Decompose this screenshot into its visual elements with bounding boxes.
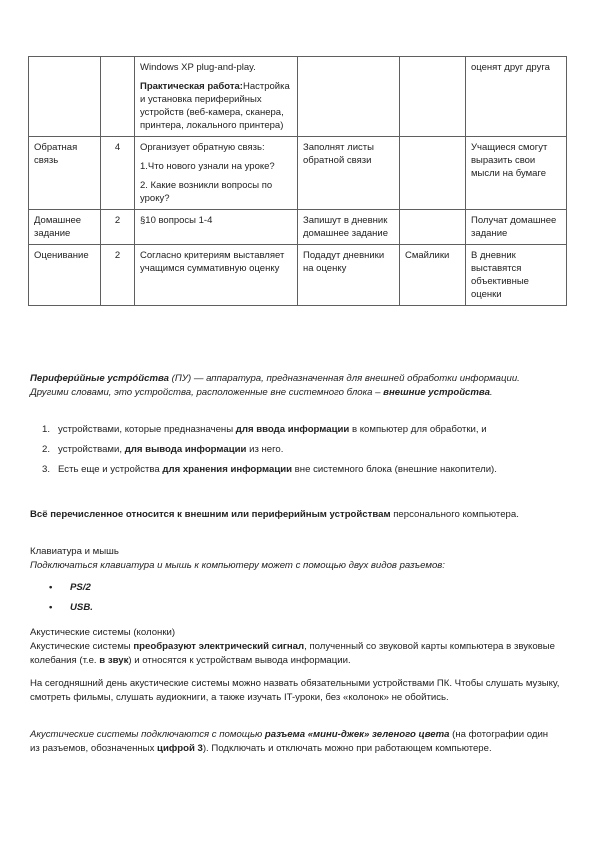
device-types-list	[30, 423, 560, 477]
intro-bold-end: внешние устройства	[383, 387, 490, 398]
audio-paragraph-2: На сегодняшний день акустические системы можно назвать обязательными устройствами ПК. Чтобы слушать музыку, смотреть фильмы, слушать аудиокниги, а также изучать IT-уроки, без «колонок» не обойтись.	[30, 678, 560, 703]
resources-cell: Смайлики	[400, 245, 466, 306]
minutes-cell: 4	[101, 137, 135, 210]
lesson-plan-table	[28, 56, 567, 306]
stage-cell	[29, 57, 101, 137]
audio-paragraph-3: Акустические системы подключаются с помощью разъема «мини-джек» зеленого цвета (на фотографии один из разъемов, обозначенных цифрой 3). Подключать и отключать можно при работающем компьютере.	[30, 729, 549, 754]
keyboard-text: Подключаться клавиатура и мышь к компьютеру может с помощью двух видов разъемов:	[30, 560, 445, 571]
resources-cell	[400, 210, 466, 245]
teacher-activity-text: §10 вопросы 1-4	[140, 215, 213, 226]
assessment-cell: Получат домашнее задание	[466, 210, 567, 245]
intro-term: Периферúйные устрóйства	[30, 373, 170, 384]
teacher-activity-cell	[135, 210, 298, 245]
resources-cell	[400, 57, 466, 137]
assessment-cell: оценят друг друга	[466, 57, 567, 137]
students-activity-cell: Подадут дневники на оценку	[298, 245, 400, 306]
bullet-icon: •	[49, 602, 53, 613]
teacher-activity-text: 1.Что нового узнали на уроке?	[140, 161, 275, 172]
teacher-activity-text: Согласно критериям выставляет учащимся суммативную оценку	[140, 250, 285, 274]
summary-paragraph: Всё перечисленное относится к внешним или периферийным устройствам персонального компьютера.	[30, 509, 519, 520]
teacher-activity-cell	[135, 137, 298, 210]
intro-paragraph: Периферúйные устрóйства (ПУ) — аппаратура, предназначенная для внешней обработки информации. Другими словами, это устройства, расположенные вне системного блока – внешние устройства.	[30, 373, 520, 398]
table-row	[29, 245, 567, 306]
audio-heading: Акустические системы (колонки)	[30, 627, 176, 638]
list-item: 3. Есть еще и устройства для хранения информации вне системного блока (внешние накопители).	[42, 464, 497, 475]
table-row	[29, 137, 567, 210]
table-row	[29, 210, 567, 245]
minutes-cell	[101, 57, 135, 137]
teacher-activity-text: Windows XP plug-and-play.	[140, 62, 256, 73]
stage-cell: Обратная связь	[29, 137, 101, 210]
students-activity-cell: Заполнят листы обратной связи	[298, 137, 400, 210]
list-item: 2. устройствами, для вывода информации из него.	[42, 444, 284, 455]
assessment-cell: В дневник выставятся объективные оценки	[466, 245, 567, 306]
practical-work-label: Практическая работа:	[140, 81, 243, 92]
students-activity-cell: Запишут в дневник домашнее задание	[298, 210, 400, 245]
students-activity-cell	[298, 57, 400, 137]
keyboard-heading: Клавиатура и мышь	[30, 546, 119, 557]
resources-cell	[400, 137, 466, 210]
list-item: • PS/2	[49, 582, 91, 593]
practical-work-text: Практическая работа:Настройка и установка периферийных устройств (веб-камера, сканера, принтера, локального принтера)	[140, 81, 290, 131]
minutes-cell: 2	[101, 245, 135, 306]
minutes-cell: 2	[101, 210, 135, 245]
connector-list	[30, 581, 560, 615]
list-item: • USB.	[49, 602, 93, 613]
teacher-activity-cell	[135, 245, 298, 306]
table-row	[29, 57, 567, 137]
teacher-activity-cell	[135, 57, 298, 137]
assessment-cell: Учащиеся смогут выразить свои мысли на бумаге	[466, 137, 567, 210]
teacher-activity-text: Организует обратную связь:	[140, 142, 265, 153]
list-item: 1. устройствами, которые предназначены для ввода информации в компьютер для обработки, и	[42, 424, 487, 435]
teacher-activity-text: 2. Какие возникли вопросы по уроку?	[140, 180, 273, 204]
stage-cell: Домашнее задание	[29, 210, 101, 245]
bullet-icon: •	[49, 582, 53, 593]
audio-paragraph-1: Акустические системы преобразуют электрический сигнал, полученный со звуковой карты компьютера в звуковые колебания (т.е. в звук) и относятся к устройствам вывода информации.	[30, 641, 555, 666]
stage-cell: Оценивание	[29, 245, 101, 306]
